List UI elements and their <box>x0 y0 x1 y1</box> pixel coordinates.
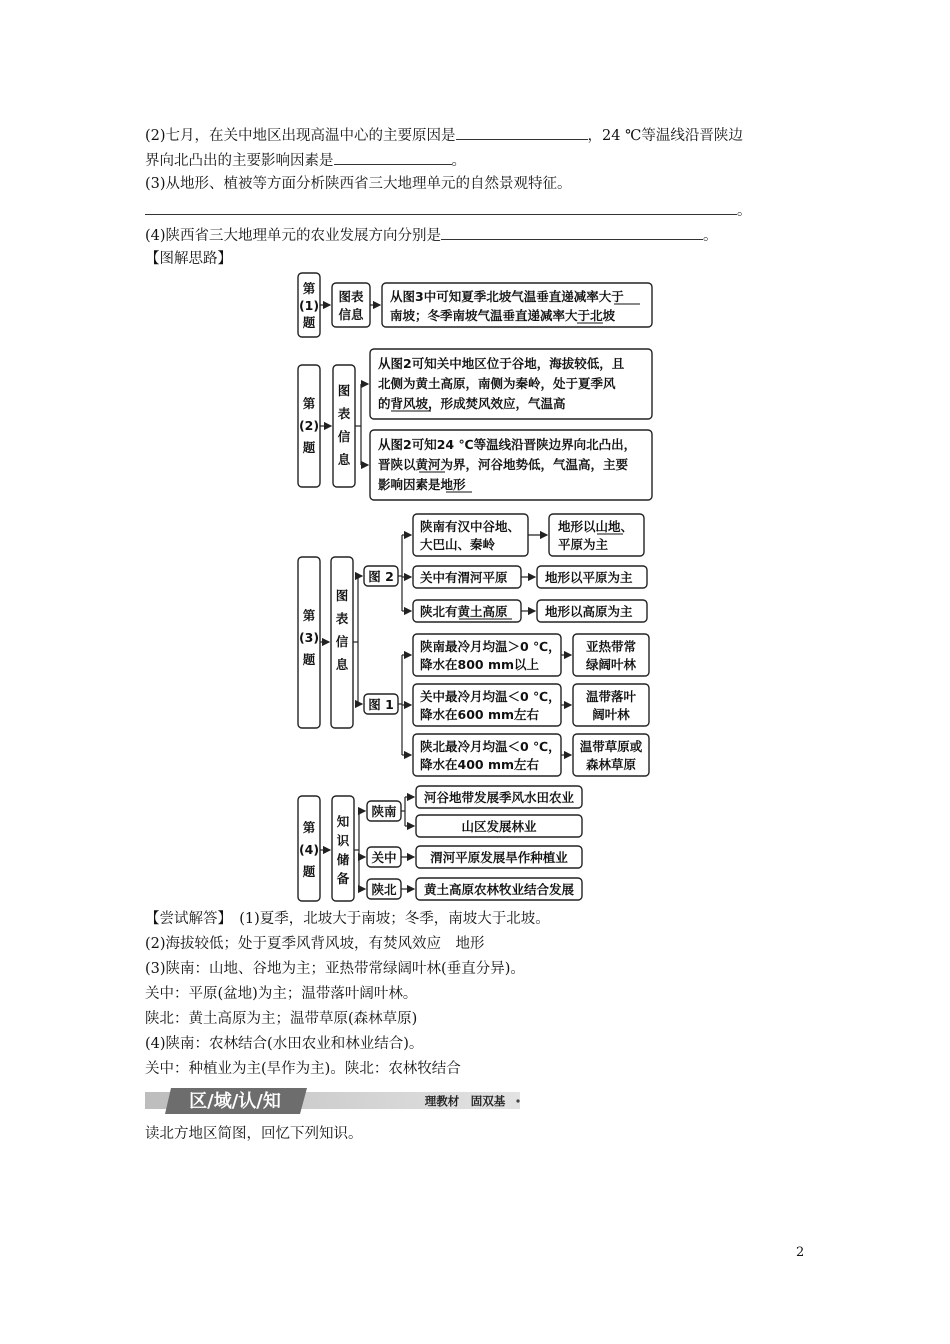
sec3-b2-line1: 关中最冷月均温＜0 ℃， <box>420 689 561 704</box>
sec3-a1r-line2: 平原为主 <box>558 537 609 552</box>
answer-line-1 <box>145 909 550 929</box>
section-3 <box>298 514 649 776</box>
q3-text: (3)从地形、植被等方面分析陕西省三大地理单元的自然景观特征。 <box>145 176 572 192</box>
sec4-label-0: 第 <box>302 820 316 835</box>
answer-3: (3)陕南：山地、谷地为主；亚热带常绿阔叶林(垂直分异)。 <box>145 961 525 977</box>
sec3-a2r-text: 地形以平原为主 <box>545 570 633 585</box>
section-4 <box>298 786 582 901</box>
sec3-label-0: 第 <box>302 608 316 623</box>
sec3-a3-text: 陕北有黄土高原 <box>420 604 508 619</box>
sec4-info-1: 识 <box>336 833 350 848</box>
sec2-info-3: 息 <box>337 452 351 467</box>
sec1-label-1: (1) <box>298 298 320 313</box>
sec3-fig2-label: 图 2 <box>368 569 394 584</box>
sec3-a1r-line1: 地形以山地、 <box>558 519 634 534</box>
answer-4: (4)陕南：农林结合(水田农业和林业结合)。 <box>145 1036 424 1052</box>
sec1-label-0: 第 <box>302 281 316 296</box>
banner-dot <box>516 1099 519 1102</box>
sec1-underlined-2: 大于 <box>565 308 591 323</box>
sec3-info-3: 息 <box>335 657 349 672</box>
sec2-box2-line1: 从图2可知24 ℃等温线沿晋陕边界向北凸出， <box>378 437 637 452</box>
sec2-box1-line1: 从图2可知关中地区位于谷地，海拔较低，且 <box>378 356 625 371</box>
banner-title: 区/域/认/知 <box>189 1091 281 1112</box>
sec3-b3-line1: 陕北最冷月均温＜0 ℃， <box>420 739 561 754</box>
sec2-label-1: (2) <box>298 418 320 433</box>
sec4-c4: 黄土高原农林牧业结合发展 <box>423 882 575 897</box>
sec4-label-2: 题 <box>302 864 316 879</box>
sec2-label-2: 题 <box>302 440 316 455</box>
sec1-underlined-1: 大于 <box>598 289 624 304</box>
q2-text-a: (2)七月，在关中地区出现高温中心的主要原因是 <box>145 128 456 144</box>
section-banner <box>145 1088 525 1114</box>
sec3-b2-line2: 降水在600 mm左右 <box>420 707 539 722</box>
sec1-box-line2: 南坡；冬季南坡气温垂直递减率大于北坡 <box>390 308 616 323</box>
sec2-box2-line2: 晋陕以黄河为界，河谷地势低，气温高，主要 <box>378 457 629 472</box>
answer-3b: 关中：平原(盆地)为主；温带落叶阔叶林。 <box>145 986 418 1002</box>
answer-label: 【尝试解答】 <box>145 911 225 927</box>
sec3-fig1-label: 图 1 <box>368 697 394 712</box>
sec4-c1: 河谷地带发展季风水田农业 <box>423 790 575 805</box>
sec3-a1-line2: 大巴山、秦岭 <box>420 537 496 552</box>
sec3-label-2: 题 <box>302 652 316 667</box>
q2-text-c: 界向北凸出的主要影响因素是 <box>145 153 334 169</box>
sec1-label-2: 题 <box>302 315 316 330</box>
sec4-c3: 渭河平原发展旱作种植业 <box>430 850 568 865</box>
q3-end: 。 <box>737 203 752 219</box>
answer-4b: 关中：种植业为主(旱作为主)。陕北：农林牧结合 <box>145 1061 461 1077</box>
sec2-box1-line2: 北侧为黄土高原，南侧为秦岭，处于夏季风 <box>378 376 616 391</box>
sec3-b3r-line1: 温带草原或 <box>579 739 643 754</box>
sec3-info-1: 表 <box>335 611 349 626</box>
sec4-info-0: 知 <box>336 814 350 829</box>
sec3-a1-line1: 陕南有汉中谷地、 <box>420 519 521 534</box>
sec4-info-3: 备 <box>336 871 350 886</box>
sec2-info-0: 图 <box>337 383 351 398</box>
section-2 <box>298 349 652 500</box>
sec2-label-0: 第 <box>302 396 316 411</box>
sec2-info-2: 信 <box>337 429 351 444</box>
sec3-b3r-line2: 森林草原 <box>585 757 637 772</box>
sec2-info-1: 表 <box>337 406 351 421</box>
sec4-n3: 陕北 <box>371 882 397 897</box>
read-map-instruction: 读北方地区简图，回忆下列知识。 <box>145 1126 363 1142</box>
answer-1: (1)夏季，北坡大于南坡；冬季，南坡大于北坡。 <box>239 911 550 927</box>
thinking-label: 【图解思路】 <box>145 251 232 267</box>
answer-3c: 陕北：黄土高原为主；温带草原(森林草原) <box>145 1011 418 1027</box>
sec3-info-2: 信 <box>335 634 349 649</box>
sec3-b1r-line2: 绿阔叶林 <box>585 657 637 672</box>
sec3-b2r-line2: 阔叶林 <box>592 707 630 722</box>
sec4-n1: 陕南 <box>371 804 397 819</box>
answer-2: (2)海拔较低；处于夏季风背风坡，有焚风效应 地形 <box>145 936 485 952</box>
banner-graphic <box>145 1088 525 1114</box>
banner-right-text: 理教材 固双基 <box>424 1094 506 1108</box>
sec1-info-1: 信息 <box>338 307 364 322</box>
sec2-box1-line3: 的背风坡，形成焚风效应，气温高 <box>378 396 566 411</box>
sec3-info-0: 图 <box>335 588 349 603</box>
sec1-box-line1: 从图3中可知夏季北坡气温垂直递减率大于 <box>390 289 624 304</box>
sec2-box2-line3: 影响因素是地形 <box>378 477 466 492</box>
sec1-info-0: 图表 <box>338 289 364 304</box>
sec4-label-1: (4) <box>298 842 320 857</box>
sec3-a3r-text: 地形以高原为主 <box>545 604 633 619</box>
sec4-c2: 山区发展林业 <box>461 819 537 834</box>
section-1 <box>298 273 652 337</box>
sec3-b3-line2: 降水在400 mm左右 <box>420 757 539 772</box>
sec3-b1-line2: 降水在800 mm以上 <box>420 657 539 672</box>
sec4-n2: 关中 <box>371 850 397 865</box>
sec3-b2r-line1: 温带落叶 <box>585 689 637 704</box>
sec3-b1-line1: 陕南最冷月均温＞0 ℃， <box>420 639 561 654</box>
q4-text: (4)陕西省三大地理单元的农业发展方向分别是 <box>145 228 442 244</box>
sec4-info-2: 储 <box>336 852 350 867</box>
q2-text-b: ，24 ℃等温线沿晋陕边 <box>587 128 743 144</box>
q2-text-d: 。 <box>451 153 466 169</box>
page-number: 2 <box>796 1245 805 1260</box>
sec3-b1r-line1: 亚热带常 <box>585 639 637 654</box>
sec3-label-1: (3) <box>298 630 320 645</box>
q4-end: 。 <box>703 228 718 244</box>
sec3-a2-text: 关中有渭河平原 <box>420 570 508 585</box>
